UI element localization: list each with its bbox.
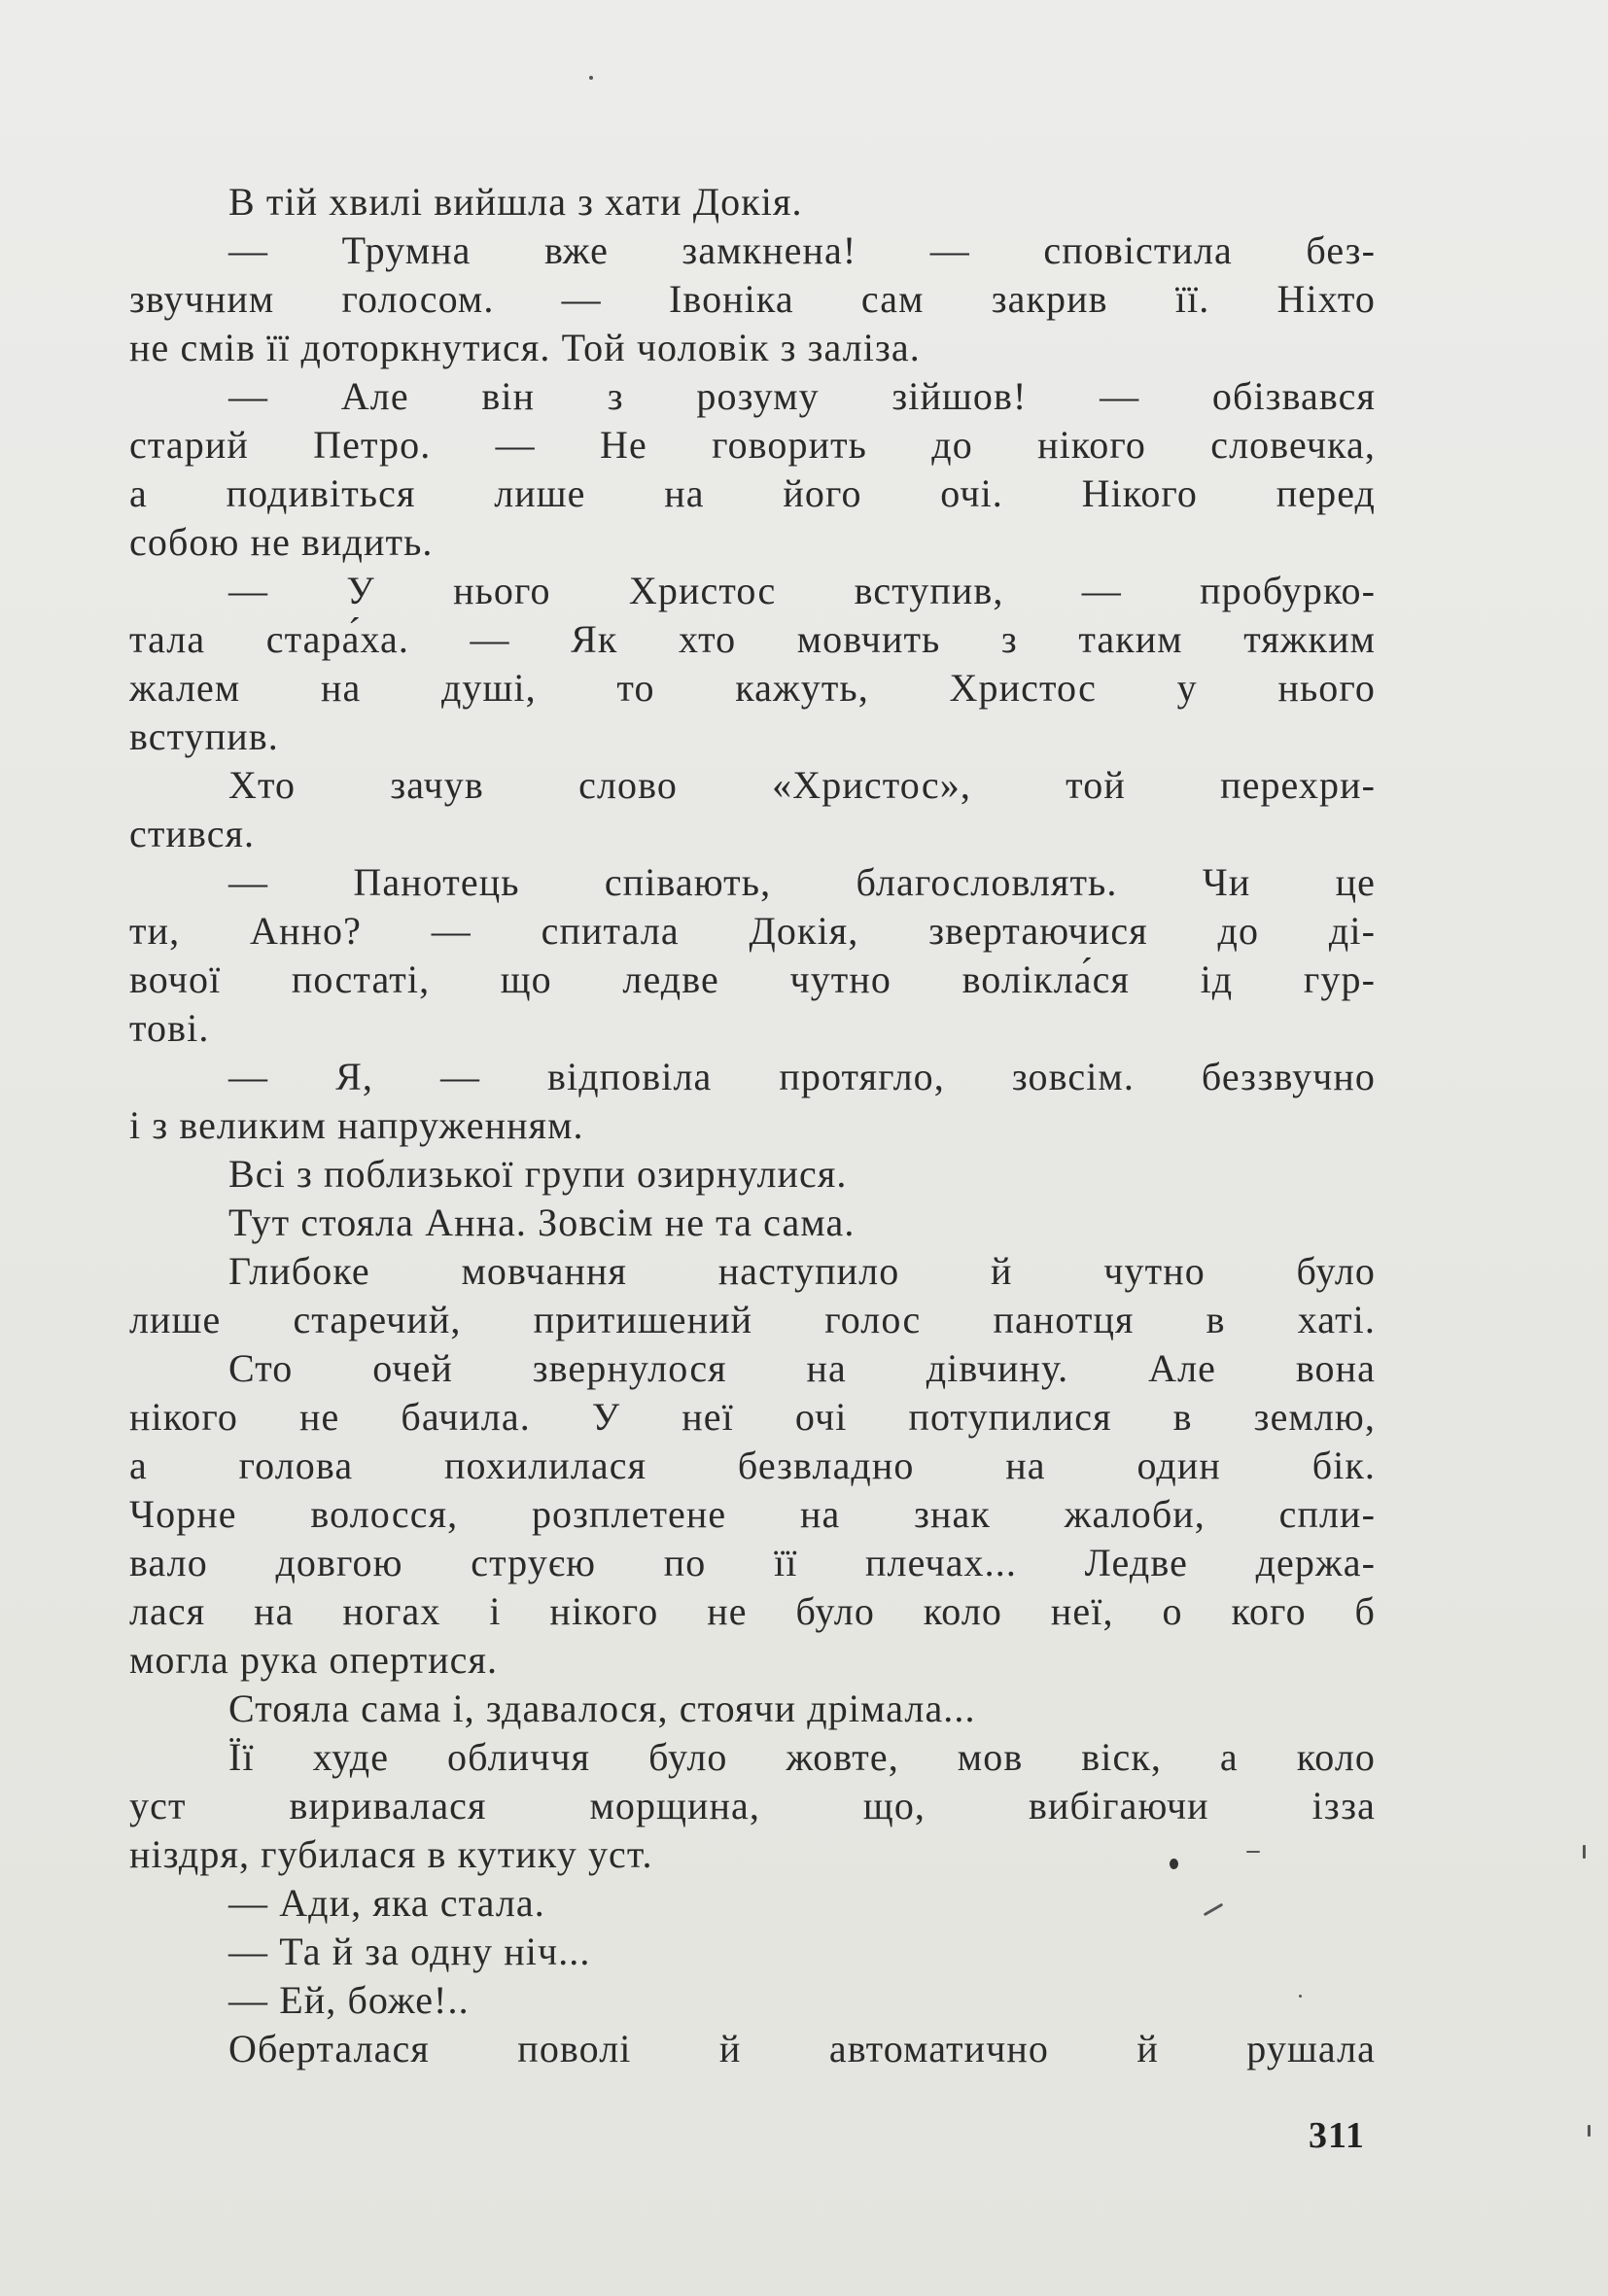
text-line: — Ади, яка стала. <box>228 1881 545 1925</box>
text-line: Її худе обличчя було жовте, мов віск, а коло <box>228 1735 1376 1779</box>
text-line: вступив. <box>129 714 279 758</box>
text-line: В тій хвилі вийшла з хати Докія. <box>228 180 803 224</box>
text-line: тові. <box>129 1006 210 1050</box>
scan-speck <box>1170 1859 1178 1869</box>
text-line: ніздря, губилася в кутику уст. <box>129 1832 653 1876</box>
text-line: а подивіться лише на його очі. Нікого перед <box>129 471 1376 515</box>
text-line: Чорне волосся, розплетене на знак жалоби, спли- <box>129 1492 1376 1536</box>
text-line: вочої постаті, що ледве чутно волікла́ся ід гур- <box>129 957 1376 1001</box>
text-line: могла рука опертися. <box>129 1638 499 1682</box>
text-line: лася на ногах і нікого не було коло неї, о кого б <box>129 1589 1376 1633</box>
text-line: ти, Анно? — спитала Докія, звертаючися до ді- <box>129 909 1376 953</box>
scan-speck <box>1299 1995 1302 1998</box>
body-text <box>129 178 1376 2073</box>
scan-speck <box>1246 1851 1260 1853</box>
text-line: тала стара́ха. — Як хто мовчить з таким тяжким <box>129 617 1376 661</box>
text-line: — Панотець співають, благословлять. Чи це <box>228 860 1376 904</box>
page-number: 311 <box>1309 2115 1365 2156</box>
text-line: а голова похилилася безвладно на один бік. <box>129 1444 1376 1487</box>
text-line: не смів її доторкнутися. Той чоловік з заліза. <box>129 326 921 369</box>
text-line: Глибоке мовчання наступило й чутно було <box>228 1249 1376 1293</box>
text-line: Хто зачув слово «Христос», той перехри- <box>228 763 1376 807</box>
text-line: — Та й за одну ніч... <box>228 1930 591 1973</box>
text-line: Оберталася поволі й автоматично й рушала <box>228 2027 1376 2070</box>
text-line: уст виривалася морщина, що, вибігаючи іззa <box>129 1784 1376 1827</box>
text-line: Тут стояла Анна. Зовсім не та сама. <box>228 1200 856 1244</box>
text-line: — Але він з розуму зійшов! — обізвався <box>228 374 1376 418</box>
text-line: старий Петро. — Не говорить до нікого словечка, <box>129 423 1376 467</box>
scan-speck <box>1588 2125 1591 2137</box>
text-line: лише старечий, притишений голос панотця в хаті. <box>129 1298 1376 1341</box>
text-line: і з великим напруженням. <box>129 1103 584 1147</box>
scan-speck <box>589 76 593 80</box>
text-line: Сто очей звернулося на дівчину. Але вона <box>228 1346 1376 1390</box>
text-line: стився. <box>129 812 256 855</box>
text-line: Стояла сама і, здавалося, стоячи дрімала... <box>228 1687 976 1730</box>
text-line: собою не видить. <box>129 520 434 564</box>
text-line: — Я, — відповіла протягло, зовсім. беззвучно <box>228 1055 1376 1098</box>
text-line: звучним голосом. — Івоніка сам закрив її. Ніхто <box>129 277 1376 321</box>
text-line: — Трумна вже замкнена! — сповістила без- <box>228 228 1376 272</box>
text-line: Всі з поблизької групи озирнулися. <box>228 1152 848 1196</box>
text-line: нікого не бачила. У неї очі потупилися в землю, <box>129 1395 1376 1439</box>
text-line: — Ей, боже!.. <box>228 1978 470 2022</box>
text-line: жалем на душі, то кажуть, Христос у нього <box>129 666 1376 710</box>
text-line: вало довгою струєю по її плечах... Ледве держа- <box>129 1541 1376 1584</box>
text-line: — У нього Христос вступив, — пробурко- <box>228 569 1376 612</box>
scan-speck <box>1583 1845 1586 1859</box>
